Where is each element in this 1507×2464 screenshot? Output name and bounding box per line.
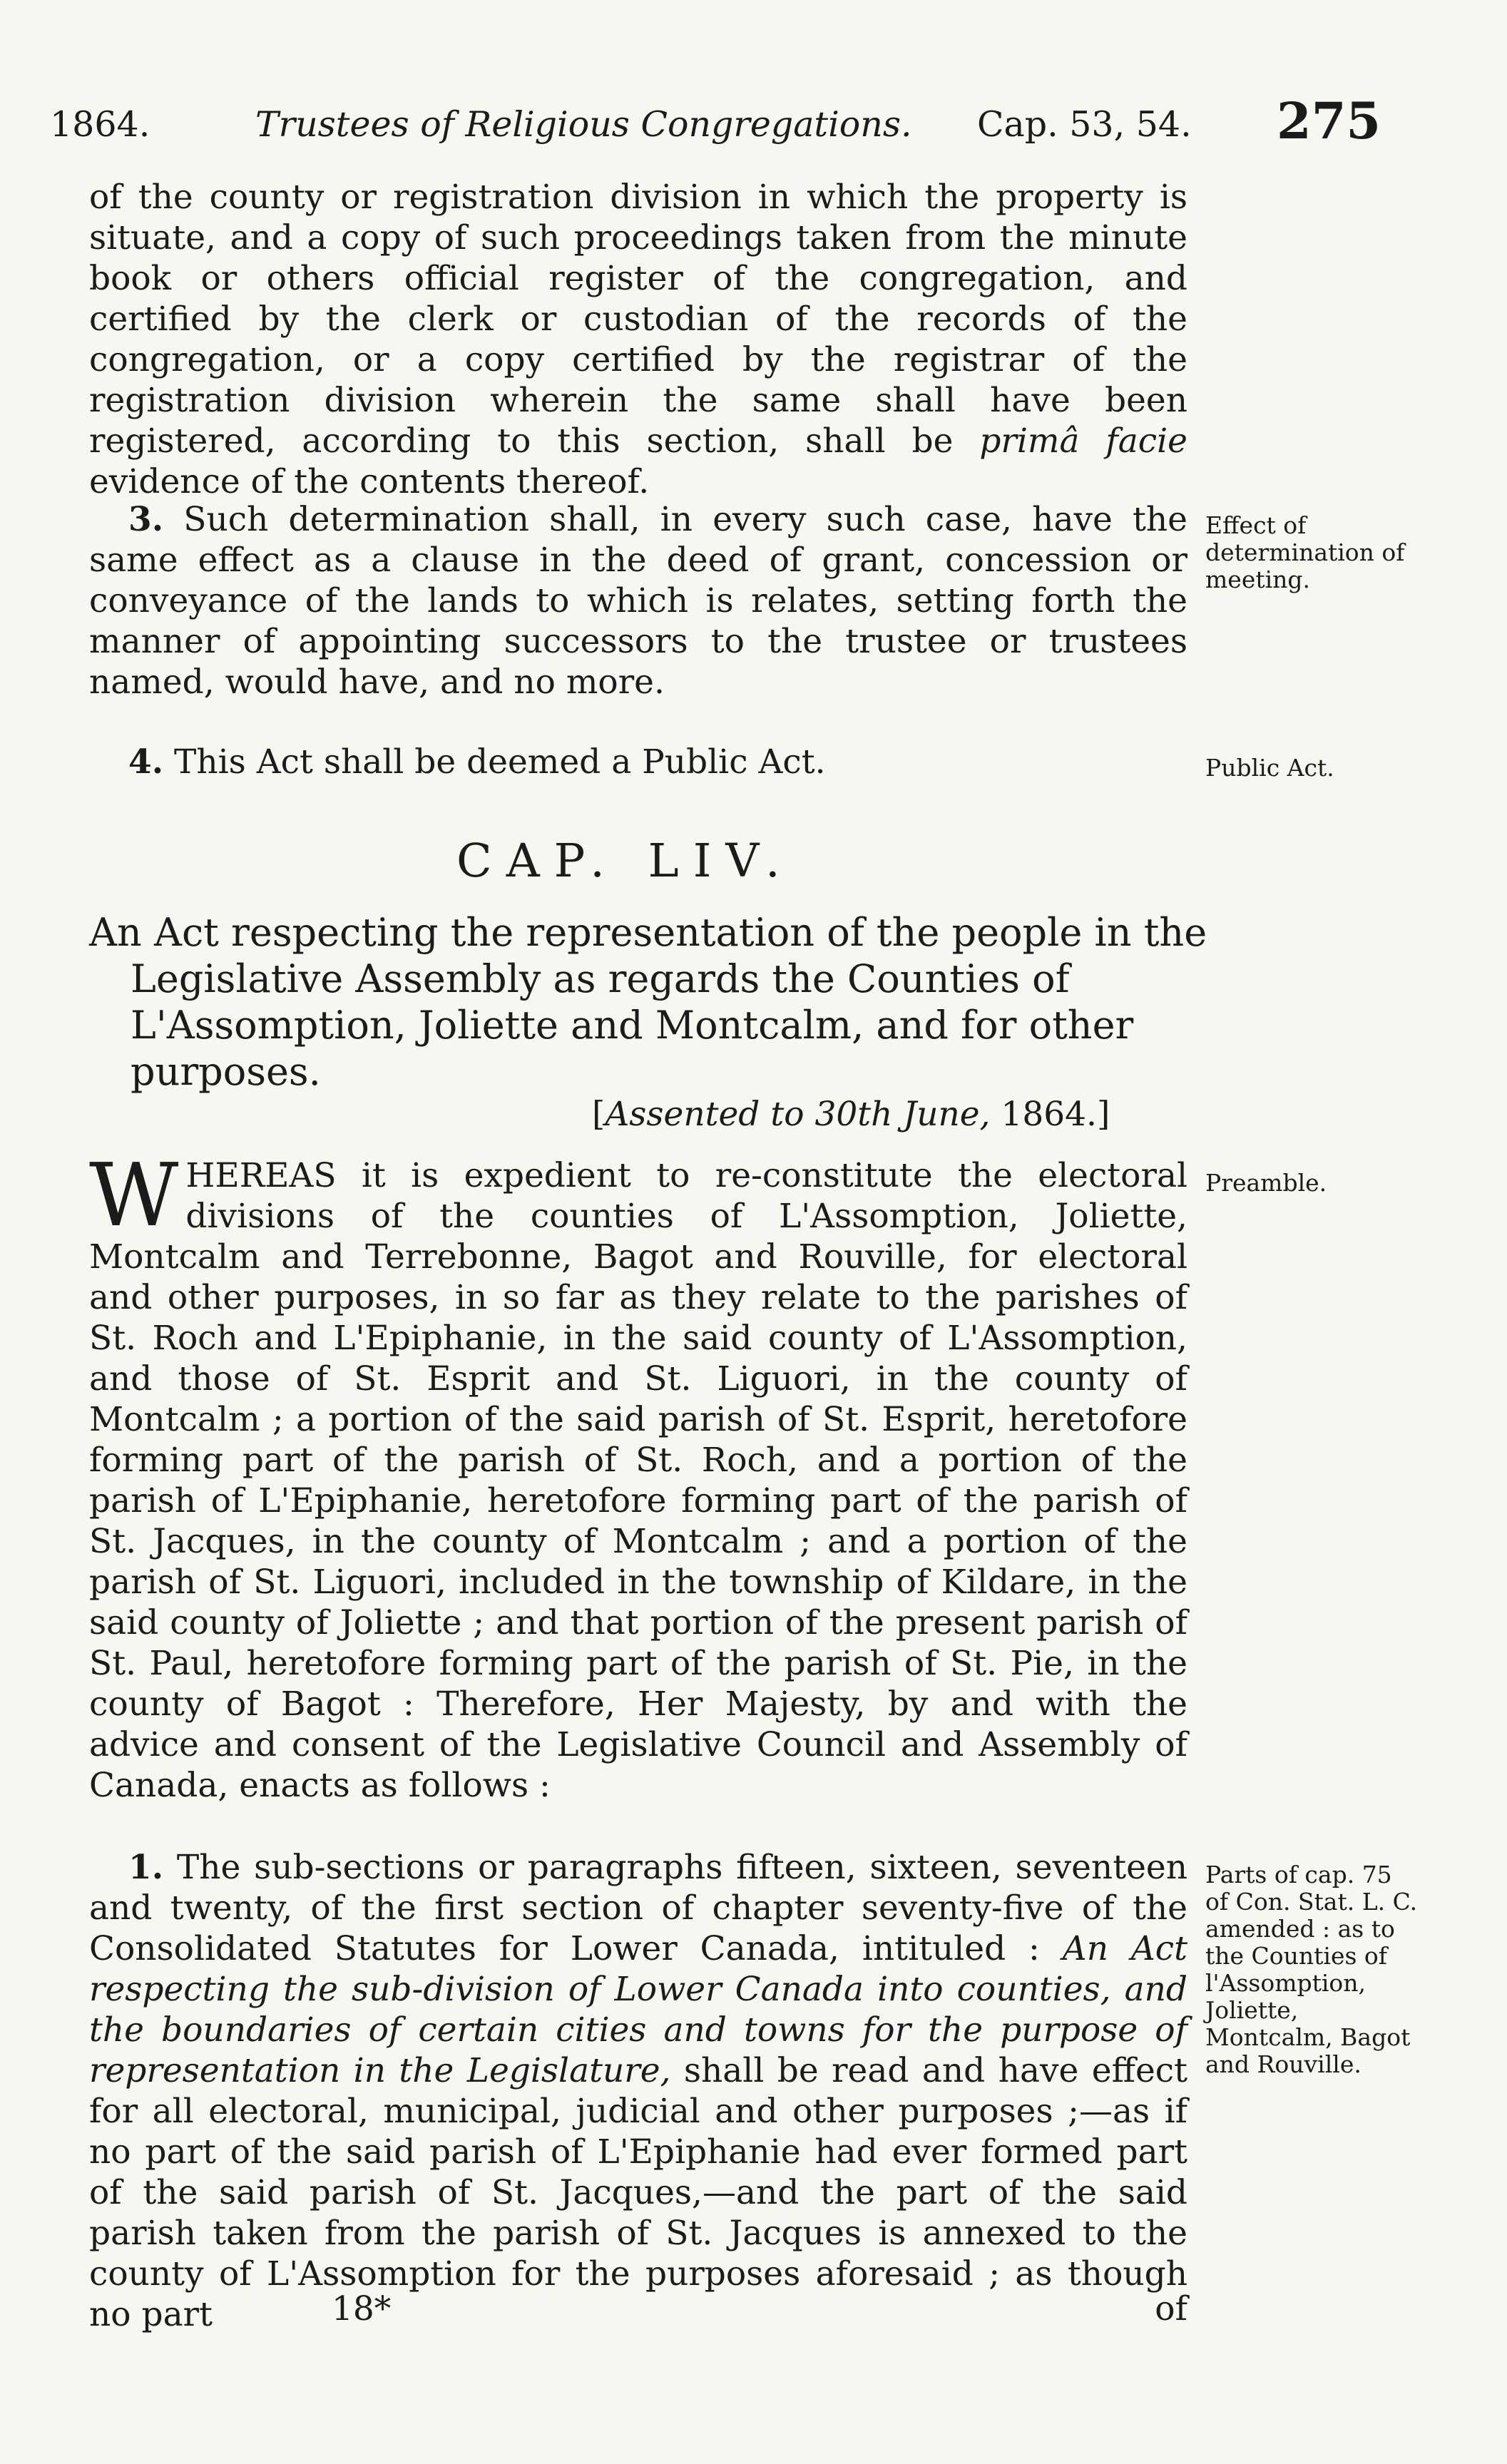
section-1 [89, 1847, 1187, 2335]
section-3-text: Such determination shall, in every such case, have the same effect as a clause in the deed of grant, concession or conveyance of the lands to which is relates, setting forth the manner of appointing successors to the trustee or trustees named, would have, and no more. [89, 500, 1187, 702]
act-title: An Act respecting the representation of the people in the Legislative Assembly as regards the Counties of L'Assomption, Joliette and Montcalm, and for other purposes. [89, 910, 1207, 1094]
preamble-text: HEREAS it is expedient to re-constitute the electoral divisions of the counties of L'Assomption, Joliette, Montcalm and Terrebonne, Bagot and Rouville, for electoral and other purposes, in so far as they relate to the parishes of St. Roch and L'Epiphanie, in the said county of L'Assomption, and those of St. Esprit and St. Liguori, in the county of Montcalm ; a portion of the said parish of St. Esprit, heretofore forming part of the parish of St. Roch, and a portion of the parish of L'Epiphanie, heretofore forming part of the parish of St. Jacques, in the county of Montcalm ; and a portion of the parish of St. Liguori, included in the township of Kildare, in the said county of Joliette ; and that portion of the present parish of St. Paul, heretofore forming part of the parish of St. Pie, in the county of Bagot : Therefore, Her Majesty, by and with the advice and consent of the Legislative Council and Assembly of Canada, enacts as follows : [89, 1156, 1187, 1805]
margin-note-effect: Effect of determination of meeting. [1205, 511, 1405, 593]
section-4-number: 4. [128, 742, 164, 782]
intro-line: of the county or registration division in which the property is [89, 178, 1187, 217]
margin-note-parts: Parts of cap. 75 of Con. Stat. L. C. amended : as to the Counties of l'Assomption, Joliette, Montcalm, Bagot and Rouville. [1205, 1861, 1418, 2078]
section-1-act-title: An Act respecting the sub-division of Lower Canada into counties, and the boundaries of certain cities and towns for the purpose of representation in the Legislature, [89, 1929, 1187, 2090]
intro-line: section, shall be [646, 421, 980, 461]
assented-date [592, 1095, 1110, 1134]
signature-mark: 18* [332, 2289, 392, 2328]
intro-italic: primâ facie [979, 421, 1187, 461]
section-4 [89, 742, 1187, 782]
assented-year: 1864.] [990, 1095, 1110, 1134]
assented-text: Assented to 30th June, [605, 1095, 991, 1134]
margin-note-public-act: Public Act. [1205, 754, 1334, 782]
chapter-heading: CAP. LIV. [456, 834, 795, 888]
section-1-number: 1. [128, 1848, 164, 1887]
drop-cap: W [89, 1145, 179, 1246]
page-number: 275 [1277, 91, 1381, 150]
intro-line: wherein the same shall have been registered, according to this [89, 381, 1187, 461]
section-4-text: This Act shall be deemed a Public Act. [163, 742, 826, 782]
running-header [50, 91, 1426, 155]
header-year: 1864. [50, 104, 150, 145]
section-1-text-a: The sub-sections or paragraphs fifteen, sixteen, seventeen and twenty, of the first section of chapter seventy-five of the Consolidated Statutes for Lower Canada, intituled : [89, 1848, 1187, 1968]
assented-open: [ [592, 1095, 606, 1134]
intro-line: book or others official register of the congregation, and certified [89, 259, 1187, 339]
header-chapter: Cap. 53, 54. [977, 104, 1192, 145]
preamble-paragraph [89, 1145, 1187, 1806]
margin-note-preamble: Preamble. [1205, 1169, 1327, 1197]
intro-line: a copy certified by the registrar of the registration division [89, 340, 1187, 420]
intro-line: situate, and a copy of such proceedings taken from the minute [89, 218, 1187, 257]
intro-line: by the clerk or custodian of the records of the congregation, or [89, 300, 1188, 379]
page-footer [89, 2289, 1187, 2332]
section-3 [89, 499, 1187, 702]
section-3-number: 3. [128, 500, 164, 539]
catchword: of [1155, 2289, 1187, 2328]
intro-paragraph [89, 177, 1187, 502]
intro-end: evidence of the contents thereof. [89, 462, 650, 501]
section-1-text-b: shall be read and have effect for all electoral, municipal, judicial and other purposes ;—as if no part of the said parish of L'Epiphanie had ever formed part of the said parish of St. Jacques,—and the part of the said parish taken from the parish of St. Jacques is annexed to the county of L'Assomption for the purposes aforesaid ; as though no part [89, 2051, 1187, 2334]
header-title: Trustees of Religious Congregations. [255, 104, 912, 145]
